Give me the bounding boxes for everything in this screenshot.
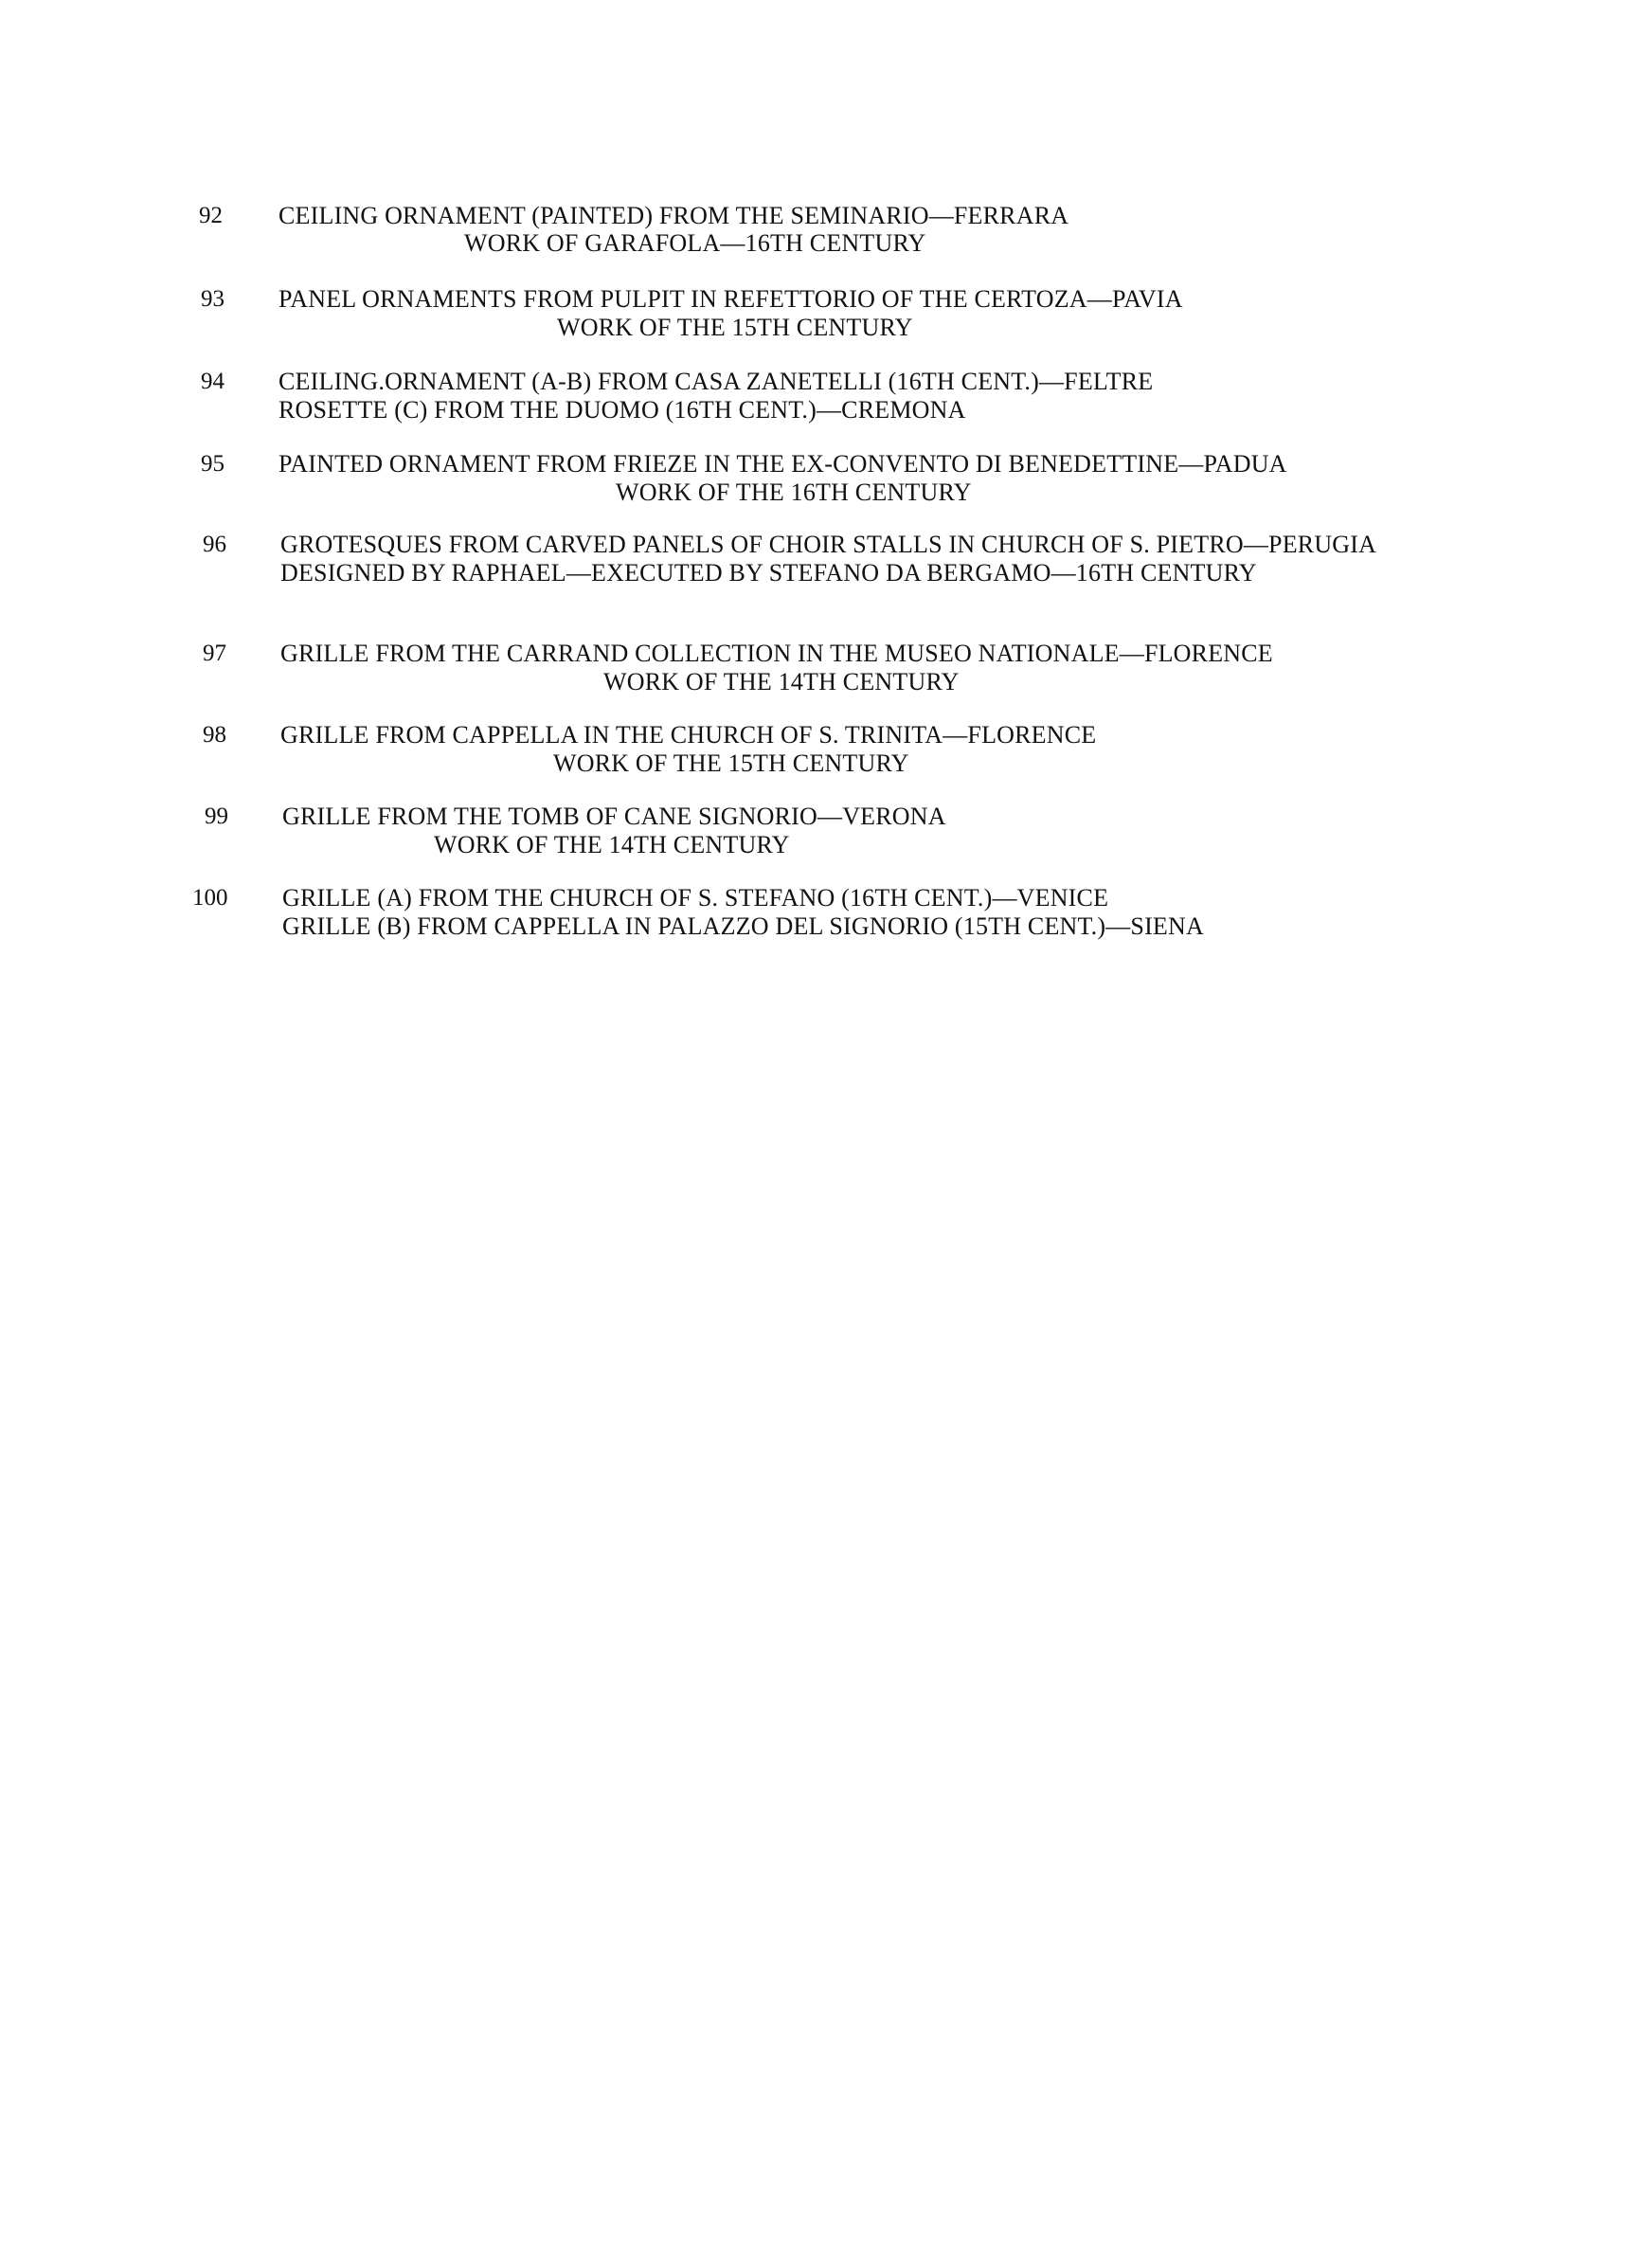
plate-list [0,0,1652,1042]
plate-title: PANEL ORNAMENTS FROM PULPIT IN REFETTORIO OF THE CERTOZA—PAVIA [278,285,1183,313]
plate-number: 98 [203,722,226,748]
plate-title: GROTESQUES FROM CARVED PANELS OF CHOIR STALLS IN CHURCH OF S. PIETRO—PERUGIA [280,531,1377,558]
plate-number: 95 [201,451,224,477]
plate-title: CEILING.ORNAMENT (A-B) FROM CASA ZANETELLI (16TH CENT.)—FELTRE [278,368,1154,395]
plate-subtitle: WORK OF THE 14TH CENTURY [603,668,960,695]
plate-number: 96 [203,532,226,557]
plate-number: 94 [201,369,224,394]
plate-number: 97 [203,641,226,666]
plate-subtitle: WORK OF THE 14TH CENTURY [434,831,790,858]
plate-subtitle: WORK OF THE 15TH CENTURY [557,314,913,341]
plate-subtitle: ROSETTE (C) FROM THE DUOMO (16TH CENT.)—CREMONA [278,396,966,424]
plate-subtitle: WORK OF GARAFOLA—16TH CENTURY [464,229,926,257]
plate-title: GRILLE FROM CAPPELLA IN THE CHURCH OF S. TRINITA—FLORENCE [280,721,1097,749]
plate-title: CEILING ORNAMENT (PAINTED) FROM THE SEMINARIO—FERRARA [278,202,1069,229]
plate-number: 93 [201,286,224,312]
plate-subtitle: WORK OF THE 16TH CENTURY [616,478,972,506]
plate-number: 99 [205,803,228,829]
plate-subtitle: DESIGNED BY RAPHAEL—EXECUTED BY STEFANO DA BERGAMO—16TH CENTURY [280,559,1257,587]
plate-title: GRILLE FROM THE TOMB OF CANE SIGNORIO—VERONA [282,803,946,830]
plate-title: PAINTED ORNAMENT FROM FRIEZE IN THE EX-CONVENTO DI BENEDETTINE—PADUA [278,450,1287,478]
plate-number: 92 [199,203,223,228]
plate-subtitle: GRILLE (B) FROM CAPPELLA IN PALAZZO DEL SIGNORIO (15TH CENT.)—SIENA [282,912,1204,940]
plate-title: GRILLE FROM THE CARRAND COLLECTION IN THE MUSEO NATIONALE—FLORENCE [280,640,1273,667]
plate-title: GRILLE (A) FROM THE CHURCH OF S. STEFANO (16TH CENT.)—VENICE [282,884,1109,912]
plate-number: 100 [192,885,228,911]
plate-subtitle: WORK OF THE 15TH CENTURY [553,749,909,777]
